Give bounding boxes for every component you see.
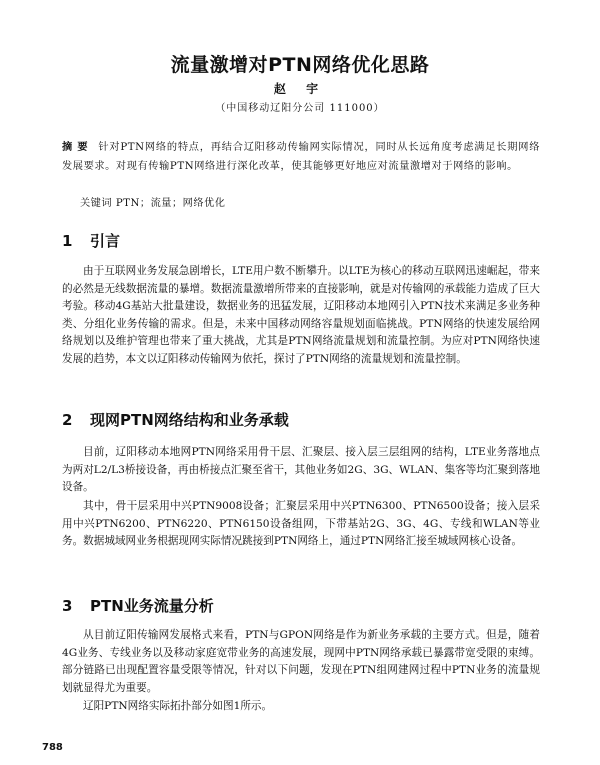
section-title: PTN业务流量分析 — [90, 597, 214, 615]
page-number: 788 — [42, 742, 63, 753]
section-number: 2 — [62, 411, 73, 429]
section-title: 引言 — [90, 232, 121, 250]
section-number: 1 — [62, 232, 73, 250]
author-affiliation: （中国移动辽阳分公司 111000） — [215, 103, 385, 114]
abstract — [62, 138, 540, 176]
section-heading-3 — [62, 595, 214, 616]
abstract-label: 摘 要 — [62, 142, 89, 153]
keywords-label: 关键词 — [80, 198, 113, 209]
abstract-text: 针对PTN网络的特点，再结合辽阳移动传输网实际情况，同时从长远角度考虑满足长期网络发展要求。对现有传输PTN网络进行深化改革，使其能够更好地应对流量激增对于网络的影响。 — [62, 142, 540, 172]
paragraph: 辽阳PTN网络实际拓扑部分如图1所示。 — [83, 700, 273, 712]
section-heading-1 — [62, 230, 120, 251]
section-number: 3 — [62, 597, 73, 615]
paragraph: 由于互联网业务发展急剧增长，LTE用户数不断攀升。以LTE为核心的移动互联网迅速崛起，带来的必然是无线数据流量的暴增。数据流量激增所带来的直接影响，就是对传输网的承载能力造成了巨大考验。移动4G基站大批量建设，数据业务的迅猛发展，辽阳移动本地网引入PTN技术来满足多业务种类、分组化业务传输的需求。但是，未来中国移动网络容量规划面临挑战。PTN网络的快速发展给网络规划以及维护管理也带来了重大挑战，尤其是PTN网络流量规划和流量控制。为应对PTN网络快速发展的趋势，本文以辽阳移动传输网为依托，探讨了PTN网络的流量规划和流量控制。 — [62, 265, 540, 365]
section-heading-2 — [62, 409, 289, 430]
paper-title: 流量激增对PTN网络优化思路 — [170, 54, 430, 76]
keywords — [80, 194, 540, 209]
paragraph: 其中，骨干层采用中兴PTN9008设备；汇聚层采用中兴PTN6300、PTN6500设备；接入层采用中兴PTN6200、PTN6220、PTN6150设备组网，下带基站2G、3G、4G、专线和WLAN等业务。数据城域网业务根据现网实际情况跳接到PTN网络上，通过PTN网络汇接至城域网核心设备。 — [62, 500, 540, 548]
section-title: 现网PTN网络结构和业务承载 — [90, 411, 289, 429]
paragraph: 从目前辽阳传输网发展格式来看，PTN与GPON网络是作为新业务承载的主要方式。但是，随着4G业务、专线业务以及移动家庭宽带业务的高速发展，现网中PTN网络承载已暴露带宽受限的束缚。部分链路已出现配置容量受限等情况，针对以下问题，发现在PTN组网建网过程中PTN业务的流量规划就显得尤为重要。 — [62, 629, 540, 694]
author-name: 赵 宇 — [273, 82, 327, 96]
keywords-text: PTN；流量；网络优化 — [115, 198, 226, 209]
paragraph: 目前，辽阳移动本地网PTN网络采用骨干层、汇聚层、接入层三层组网的结构，LTE业务落地点为两对L2/L3桥接设备，再由桥接点汇聚至省干，其他业务如2G、3G、WLAN、集客等均汇聚到落地设备。 — [62, 446, 540, 494]
